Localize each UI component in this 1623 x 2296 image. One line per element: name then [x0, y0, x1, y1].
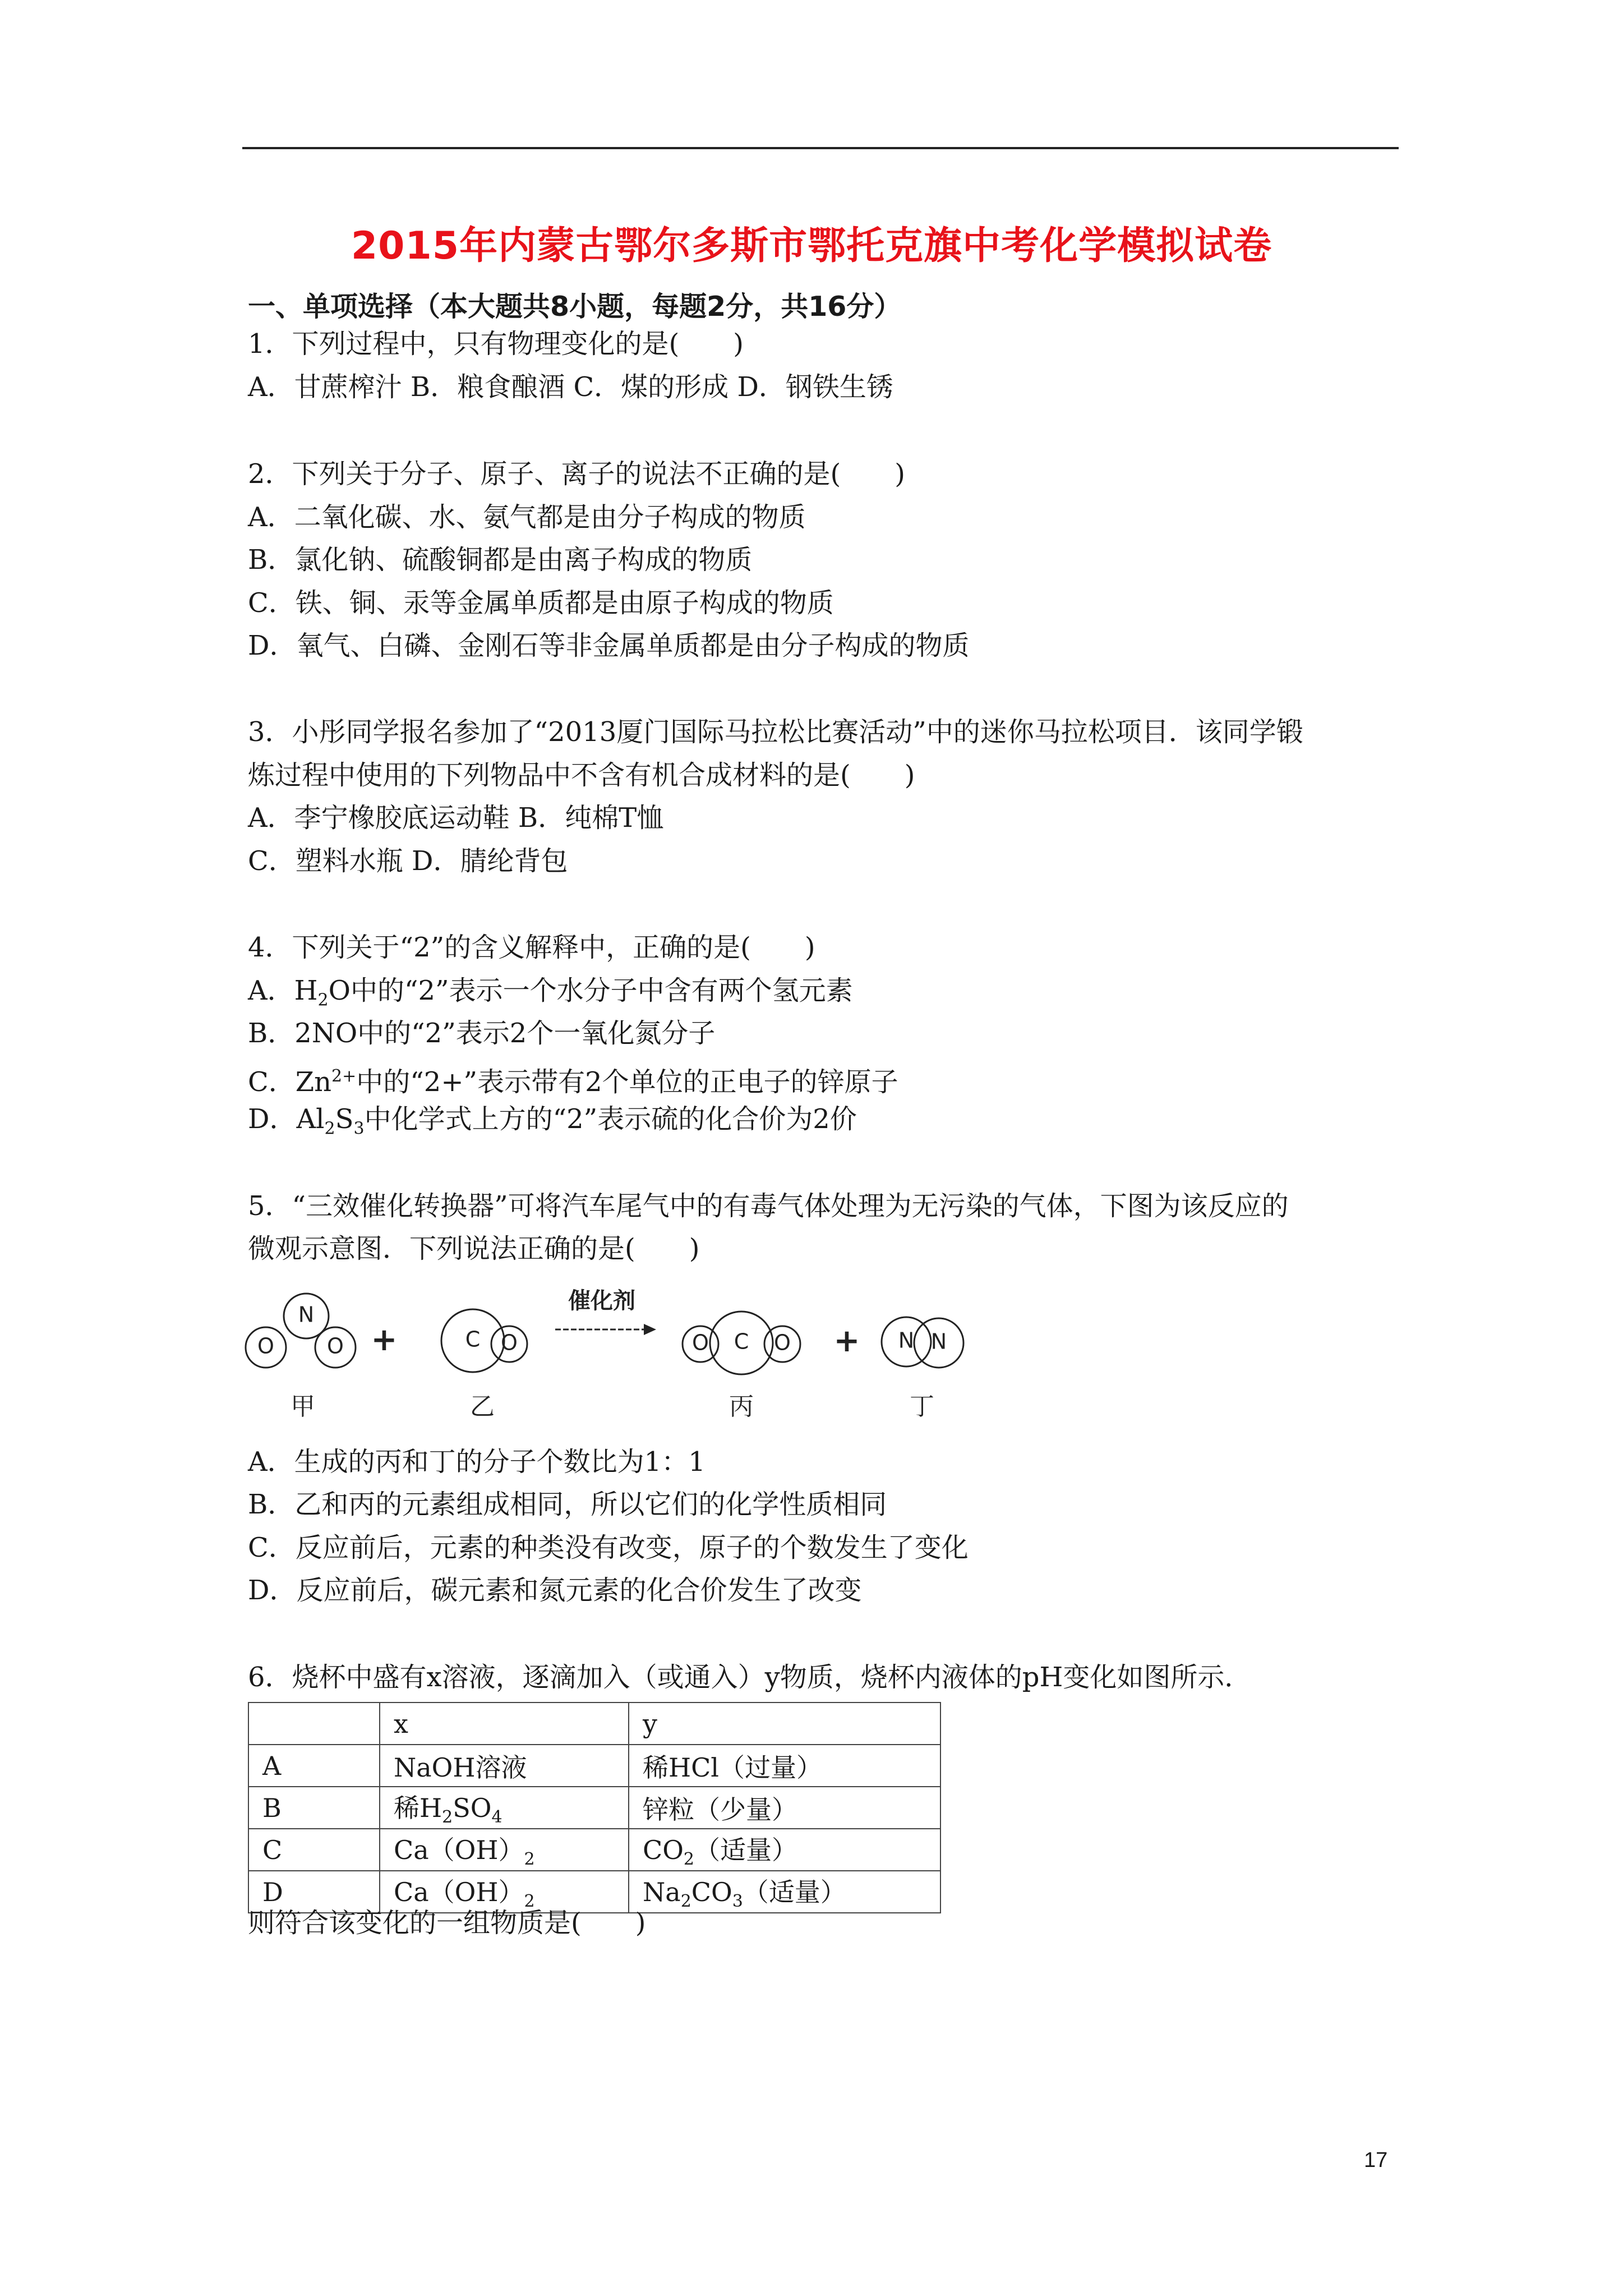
q6-stem: 6．烧杯中盛有x溶液，逐滴加入（或通入）y物质，烧杯内液体的pH变化如图所示． — [248, 1662, 1252, 1693]
q2-option-b: B．氯化钠、硫酸铜都是由离子构成的物质 — [248, 544, 753, 576]
catalyst-label: 催化剂 — [568, 1288, 635, 1314]
yi-o-label: O — [501, 1330, 518, 1355]
row-label: D — [248, 1871, 380, 1913]
q5-option-c: C．反应前后，元素的种类没有改变，原子的个数发生了变化 — [248, 1532, 969, 1563]
cell-y: 稀HCl（过量） — [629, 1745, 940, 1787]
q4-option-a: A．$H_2O$中的“2”表示一个水分子中含有两个氢元素 — [248, 975, 853, 1010]
q5-option-a: A．生成的丙和丁的分子个数比为1：1 — [248, 1446, 706, 1478]
yi-c-label: C — [465, 1327, 481, 1352]
cell-x: $Ca(OH)_2$ — [380, 1871, 629, 1913]
label-yi: 乙 — [470, 1392, 495, 1421]
q4-option-b: B．2NO中的“2”表示2个一氧化氮分子 — [248, 1018, 716, 1049]
table-row — [248, 1745, 940, 1787]
jia-o-label-left: O — [257, 1333, 274, 1359]
cell-x: 稀$H_2SO_4$ — [380, 1787, 629, 1829]
q4-stem: 4．下列关于“2”的含义解释中，正确的是( ) — [248, 932, 815, 963]
q2-stem: 2．下列关于分子、原子、离子的说法不正确的是( ) — [248, 458, 905, 490]
q1-stem: 1．下列过程中，只有物理变化的是( ) — [248, 328, 744, 360]
label-jia: 甲 — [291, 1392, 315, 1421]
table-row — [248, 1829, 940, 1871]
row-label: A — [248, 1745, 380, 1787]
table-header-y: y — [629, 1703, 940, 1745]
cell-x: $Ca(OH)_2$ — [380, 1829, 629, 1871]
section-heading: 一、单项选择（本大题共8小题，每题2分，共16分） — [248, 291, 902, 323]
cell-y: 锌粒（少量） — [629, 1787, 940, 1829]
q5-stem-line1: 5．“三效催化转换器”可将汽车尾气中的有毒气体处理为无污染的气体，下图为该反应的 — [248, 1190, 1289, 1222]
cell-y: $Na_2CO_3$（适量） — [629, 1871, 940, 1913]
q3-stem-line1: 3．小彤同学报名参加了“2013厦门国际马拉松比赛活动”中的迷你马拉松项目．该同学锻 — [248, 716, 1303, 748]
q4-option-c: C．$Zn^{2+}$中的“2+”表示带有2个单位的正电子的锌原子 — [248, 1066, 898, 1098]
q3-stem-line2: 炼过程中使用的下列物品中不含有机合成材料的是( ) — [248, 760, 915, 791]
q5-option-b: B．乙和丙的元素组成相同，所以它们的化学性质相同 — [248, 1489, 887, 1520]
q5-option-d: D．反应前后，碳元素和氮元素的化合价发生了改变 — [248, 1575, 862, 1606]
arrow-head — [644, 1324, 656, 1335]
row-label: C — [248, 1829, 380, 1871]
plus-sign-1: + — [371, 1322, 398, 1359]
table-header-x: x — [380, 1703, 629, 1745]
jia-o-label-right: O — [327, 1333, 344, 1359]
table-header-row — [248, 1703, 940, 1745]
bing-o-label-left: O — [692, 1330, 709, 1355]
q6-after-table: 则符合该变化的一组物质是( ) — [248, 1907, 646, 1939]
table-corner-cell — [248, 1703, 380, 1745]
table-row — [248, 1787, 940, 1829]
ding-n-label-right: N — [930, 1329, 947, 1354]
plus-sign-2: + — [833, 1323, 860, 1360]
cell-y: $CO_2$（适量） — [629, 1829, 940, 1871]
row-label: B — [248, 1787, 380, 1829]
reaction-diagram — [241, 1285, 1038, 1430]
q3-options-cd: C．塑料水瓶 D．腈纶背包 — [248, 845, 568, 877]
q3-options-ab: A．李宁橡胶底运动鞋 B．纯棉T恤 — [248, 802, 664, 834]
q6-table — [248, 1702, 941, 1913]
q4-option-d: D．$Al_2S_3$中化学式上方的“2”表示硫的化合价为2价 — [248, 1103, 857, 1139]
ding-n-label-left: N — [898, 1328, 915, 1353]
q2-option-d: D．氧气、白磷、金刚石等非金属单质都是由分子构成的物质 — [248, 630, 970, 661]
q2-option-c: C．铁、铜、汞等金属单质都是由原子构成的物质 — [248, 587, 834, 619]
bing-c-label: C — [734, 1329, 749, 1354]
q1-options: A．甘蔗榨汁 B．粮食酿酒 C．煤的形成 D．钢铁生锈 — [248, 371, 893, 403]
page-number: 17 — [1364, 2148, 1388, 2172]
label-bing: 丙 — [729, 1392, 754, 1421]
q2-option-a: A．二氧化碳、水、氨气都是由分子构成的物质 — [248, 501, 806, 533]
bing-o-label-right: O — [774, 1330, 791, 1355]
label-ding: 丁 — [910, 1392, 934, 1421]
cell-x: NaOH溶液 — [380, 1745, 629, 1787]
jia-n-label: N — [298, 1302, 315, 1327]
exam-title: 2015年内蒙古鄂尔多斯市鄂托克旗中考化学模拟试卷 — [351, 224, 1272, 268]
header-rule — [242, 147, 1399, 149]
q5-stem-line2: 微观示意图．下列说法正确的是( ) — [248, 1233, 700, 1264]
